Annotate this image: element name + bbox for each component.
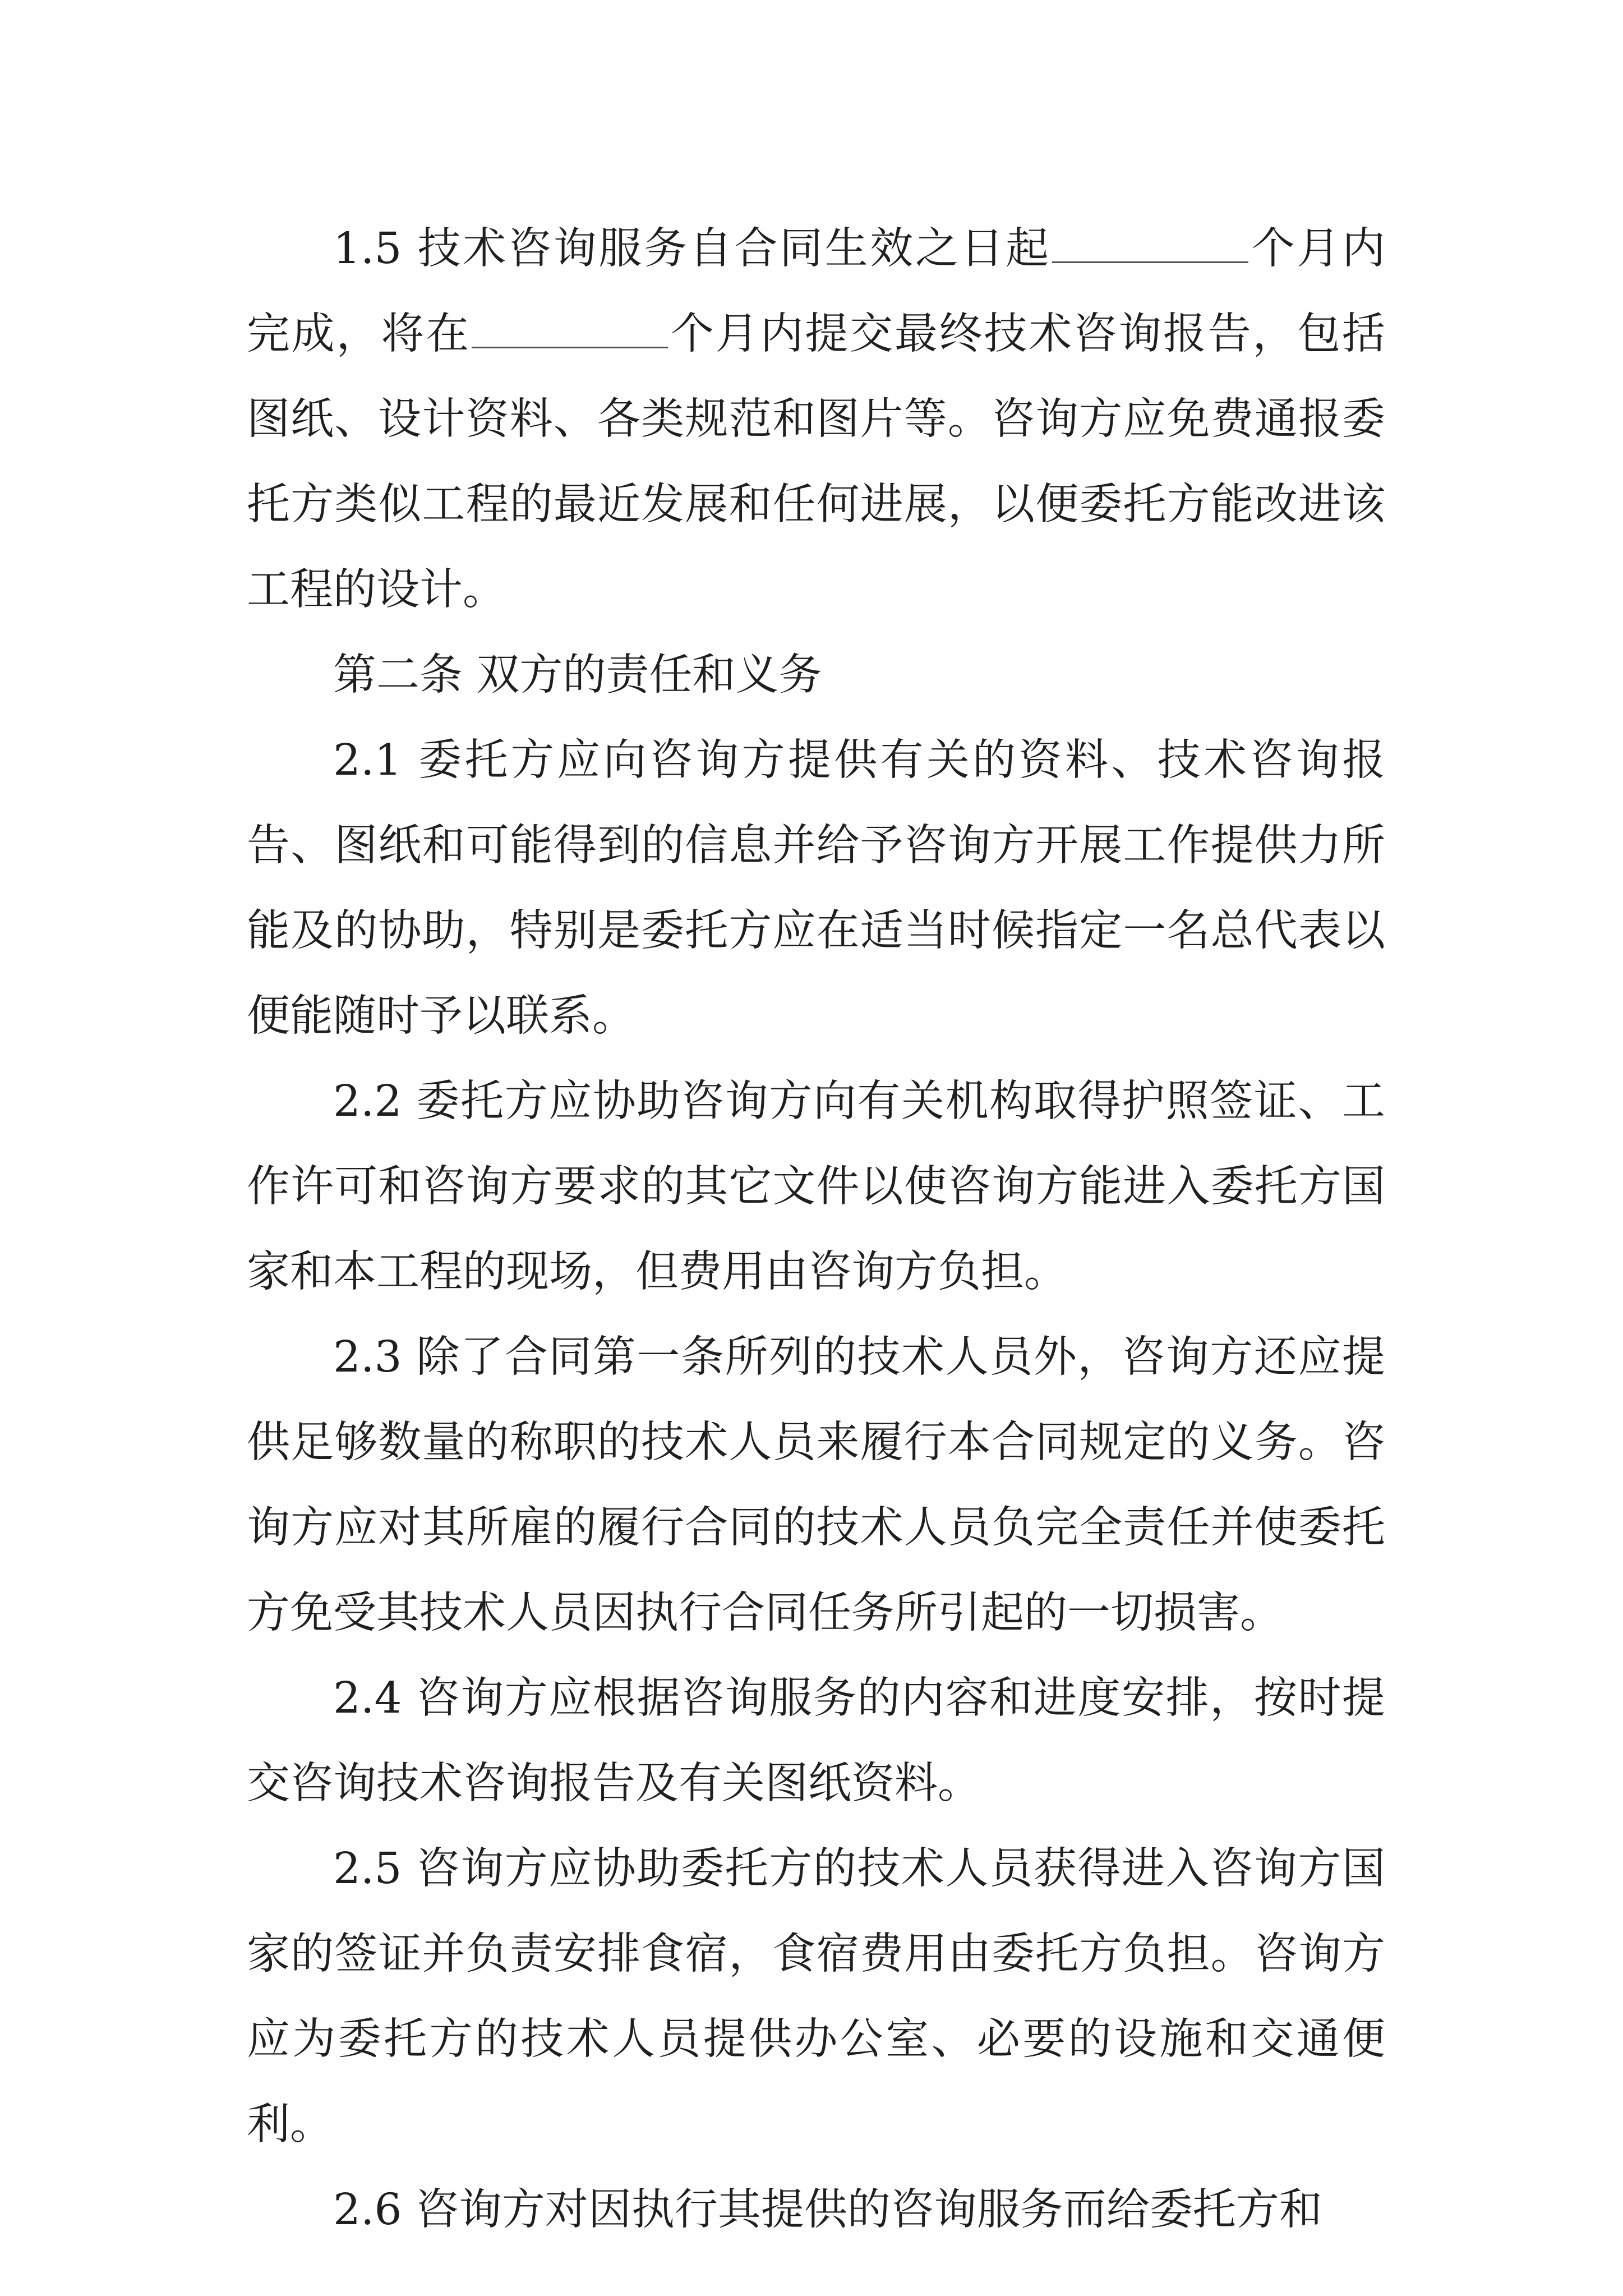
paragraph-2-6 <box>247 2168 1385 2253</box>
paragraph-2-2 <box>247 1059 1385 1315</box>
paragraph-1-5-part-2: 个月内完成，将在 <box>247 224 1385 359</box>
paragraph-2-2-text: 2.2 委托方应协助咨询方向有关机构取得护照签证、工作许可和咨询方要求的其它文件以使咨询方能进入委托方国家和本工程的现场，但费用由咨询方负担。 <box>247 1076 1385 1297</box>
paragraph-2-4-text: 2.4 咨询方应根据咨询服务的内容和进度安排，按时提交咨询技术咨询报告及有关图纸资料。 <box>247 1673 1385 1809</box>
paragraph-2-5 <box>247 1826 1385 2168</box>
paragraph-2-4 <box>247 1656 1385 1826</box>
paragraph-2-6-text: 2.6 咨询方对因执行其提供的咨询服务而给委托方和 <box>333 2185 1322 2235</box>
contract-body <box>247 206 1385 2253</box>
fill-in-blank-months-complete[interactable] <box>1052 256 1248 263</box>
paragraph-2-5-text: 2.5 咨询方应协助委托方的技术人员获得进入咨询方国家的签证并负责安排食宿，食宿费用由委托方负担。咨询方应为委托方的技术人员提供办公室、必要的设施和交通便利。 <box>247 1844 1385 2150</box>
article-2-heading <box>247 633 1385 718</box>
paragraph-1-5-part-1: 1.5 技术咨询服务自合同生效之日起 <box>333 224 1051 274</box>
paragraph-2-3 <box>247 1315 1385 1656</box>
paragraph-2-1-text: 2.1 委托方应向咨询方提供有关的资料、技术咨询报告、图纸和可能得到的信息并给予咨询方开展工作提供力所能及的协助，特别是委托方应在适当时候指定一名总代表以便能随时予以联系。 <box>247 735 1385 1041</box>
paragraph-1-5 <box>247 206 1385 633</box>
fill-in-blank-months-report[interactable] <box>472 341 668 348</box>
paragraph-1-5-part-3: 个月内提交最终技术咨询报告，包括图纸、设计资料、各类规范和图片等。咨询方应免费通报委托方类似工程的最近发展和任何进展，以便委托方能改进该工程的设计。 <box>247 309 1386 615</box>
paragraph-2-3-text: 2.3 除了合同第一条所列的技术人员外，咨询方还应提供足够数量的称职的技术人员来履行本合同规定的义务。咨询方应对其所雇的履行合同的技术人员负完全责任并使委托方免受其技术人员因执行合同任务所引起的一切损害。 <box>247 1332 1385 1638</box>
article-2-heading-text: 第二条 双方的责任和义务 <box>333 650 822 700</box>
paragraph-2-1 <box>247 718 1385 1059</box>
